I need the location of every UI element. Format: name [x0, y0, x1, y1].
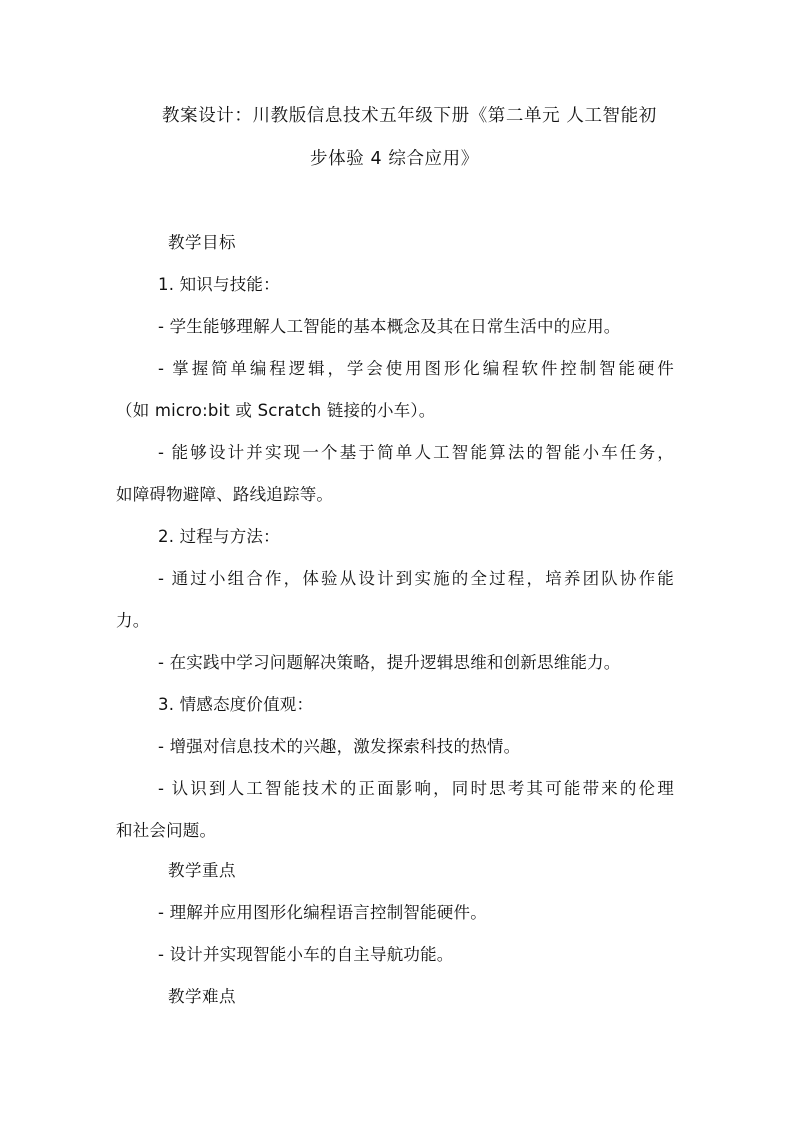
knowledge-item-1: - 学生能够理解人工智能的基本概念及其在日常生活中的应用。: [158, 317, 621, 336]
process-methods-label: 2. 过程与方法：: [158, 527, 280, 546]
attitude-item-2-line-1: - 认识到人工智能技术的正面影响，同时思考其可能带来的伦理: [158, 779, 674, 798]
section-heading-key-points: 教学重点: [168, 861, 236, 880]
knowledge-skills-label: 1. 知识与技能：: [158, 275, 280, 294]
key-point-item-1: - 理解并应用图形化编程语言控制智能硬件。: [158, 903, 487, 922]
attitude-item-1: - 增强对信息技术的兴趣，激发探索科技的热情。: [158, 737, 521, 756]
process-item-1-line-1: - 通过小组合作，体验从设计到实施的全过程，培养团队协作能: [158, 569, 674, 588]
knowledge-item-3-line-1: - 能够设计并实现一个基于简单人工智能算法的智能小车任务，: [158, 443, 674, 462]
section-heading-objectives: 教学目标: [168, 233, 236, 252]
section-heading-difficulties: 教学难点: [168, 987, 236, 1006]
knowledge-item-2-line-1: - 掌握简单编程逻辑，学会使用图形化编程软件控制智能硬件: [158, 359, 674, 378]
process-item-2: - 在实践中学习问题解决策略，提升逻辑思维和创新思维能力。: [158, 653, 621, 672]
attitude-item-2-line-2: 和社会问题。: [116, 821, 217, 840]
key-point-item-2: - 设计并实现智能小车的自主导航功能。: [158, 945, 454, 964]
attitude-values-label: 3. 情感态度价值观：: [158, 695, 314, 714]
doc-title-line-1: 教案设计：川教版信息技术五年级下册《第二单元 人工智能初: [162, 106, 657, 126]
knowledge-item-2-line-2: （如 micro:bit 或 Scratch 链接的小车）。: [116, 401, 436, 420]
doc-title-line-2: 步体验 4 综合应用》: [310, 149, 479, 169]
knowledge-item-3-line-2: 如障碍物避障、路线追踪等。: [116, 485, 334, 504]
process-item-1-line-2: 力。: [116, 611, 150, 630]
